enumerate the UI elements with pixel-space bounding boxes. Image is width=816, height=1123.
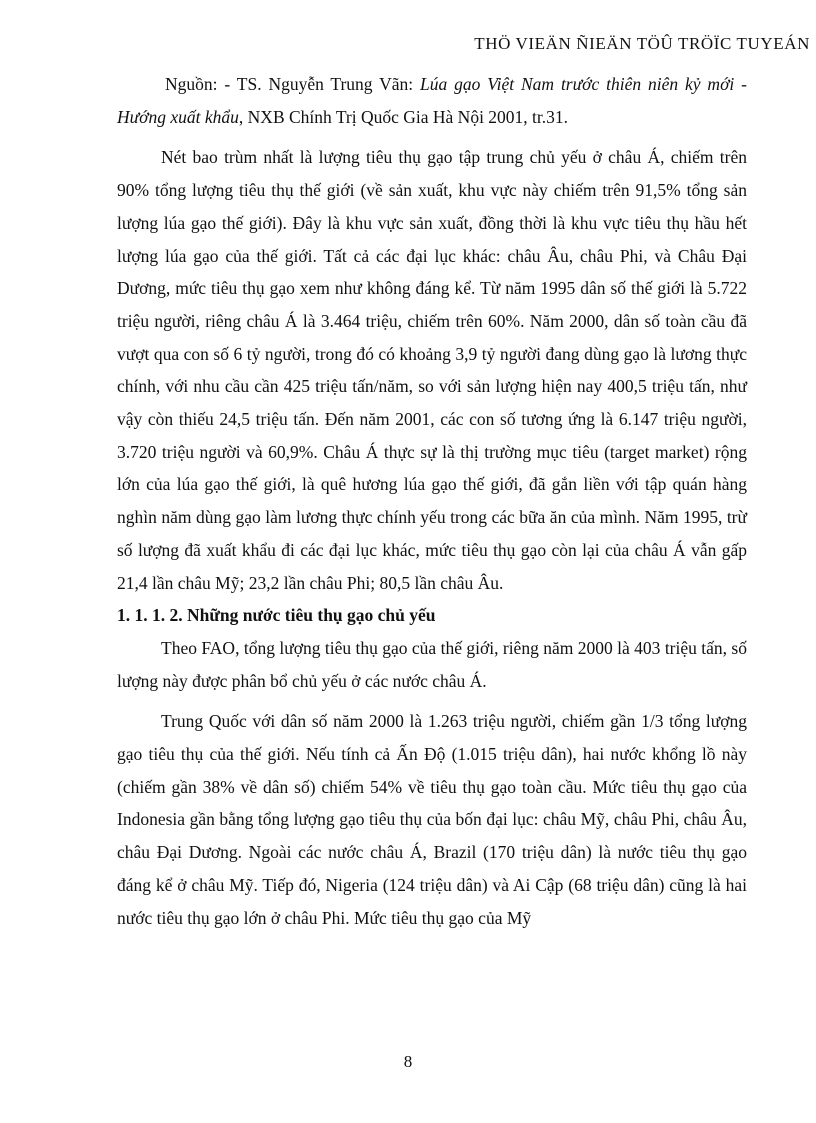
section-heading: 1. 1. 1. 2. Những nước tiêu thụ gạo chủ yếu xyxy=(117,605,436,626)
source-suffix: , NXB Chính Trị Quốc Gia Hà Nội 2001, tr.31. xyxy=(238,106,569,127)
paragraph-fao: Theo FAO, tổng lượng tiêu thụ gạo của thế giới, riêng năm 2000 là 403 triệu tấn, số lượng này được phân bổ chủ yếu ở các nước châu Á. xyxy=(117,637,747,691)
paragraph-major-countries: Trung Quốc với dân số năm 2000 là 1.263 triệu người, chiếm gần 1/3 tổng lượng gạo tiêu thụ của thế giới. Nếu tính cả Ấn Độ (1.015 triệu dân), hai nước khổng lồ này (chiếm gần 38% về dân số) chiếm 54% về tiêu thụ gạo toàn cầu. Mức tiêu thụ gạo của Indonesia gần bằng tổng lượng gạo tiêu thụ của bốn đại lục: châu Mỹ, châu Phi, châu Âu, châu Đại Dương. Ngoài các nước châu Á, Brazil (170 triệu dân) là nước tiêu thụ gạo đáng kể ở châu Mỹ. Tiếp đó, Nigeria (124 triệu dân) và Ai Cập (68 triệu dân) cũng là hai nước tiêu thụ gạo lớn ở châu Phi. Mức tiêu thụ gạo của Mỹ xyxy=(117,711,747,928)
page-number: 8 xyxy=(403,1052,413,1071)
source-prefix: Nguồn: - TS. Nguyễn Trung Vãn: xyxy=(165,74,421,94)
paragraph-consumption-asia: Nét bao trùm nhất là lượng tiêu thụ gạo tập trung chủ yếu ở châu Á, chiếm trên 90% tổng lượng tiêu thụ thế giới (về sản xuất, khu vực này chiếm trên 91,5% tổng sản lượng lúa gạo thế giới). Đây là khu vực sản xuất, đồng thời là khu vực tiêu thụ hầu hết lượng lúa gạo của thế giới. Tất cả các đại lục khác: châu Âu, châu Phi, và Châu Đại Dương, mức tiêu thụ gạo xem như không đáng kể. Từ năm 1995 dân số thế giới là 5.722 triệu người, riêng châu Á là 3.464 triệu, chiếm trên 60%. Năm 2000, dân số toàn cầu đã vượt qua con số 6 tỷ người, trong đó có khoảng 3,9 tỷ người đang dùng gạo là lương thực chính, với nhu cầu cần 425 triệu tấn/năm, so với sản lượng hiện nay 400,5 triệu tấn, như vậy còn thiếu 24,5 triệu tấn. Đến năm 2001, các con số tương ứng là 6.147 triệu người, 3.720 triệu người và 60,9%. Châu Á thực sự là thị trường mục tiêu (target market) rộng lớn của lúa gạo thế giới, là quê hương lúa gạo thế giới, đã gắn liền với tập quán hàng nghìn năm dùng gạo làm lương thực chính yếu trong các bữa ăn của mình. Năm 1995, trừ số lượng đã xuất khẩu đi các đại lục khác, mức tiêu thụ gạo còn lại của châu Á vẫn gấp 21,4 lần châu Mỹ; 23,2 lần châu Phi; 80,5 lần châu Âu. xyxy=(117,147,747,593)
document-body xyxy=(117,68,747,934)
source-citation xyxy=(117,68,747,133)
source-book-title: Lúa gạo Việt Nam trước thiên niên kỷ mới - Hướng xuất khẩu xyxy=(117,74,747,127)
page-header: THÖ VIEÄN ÑIEÄN TÖÛ TRÖÏC TUYEÁN xyxy=(474,34,810,53)
